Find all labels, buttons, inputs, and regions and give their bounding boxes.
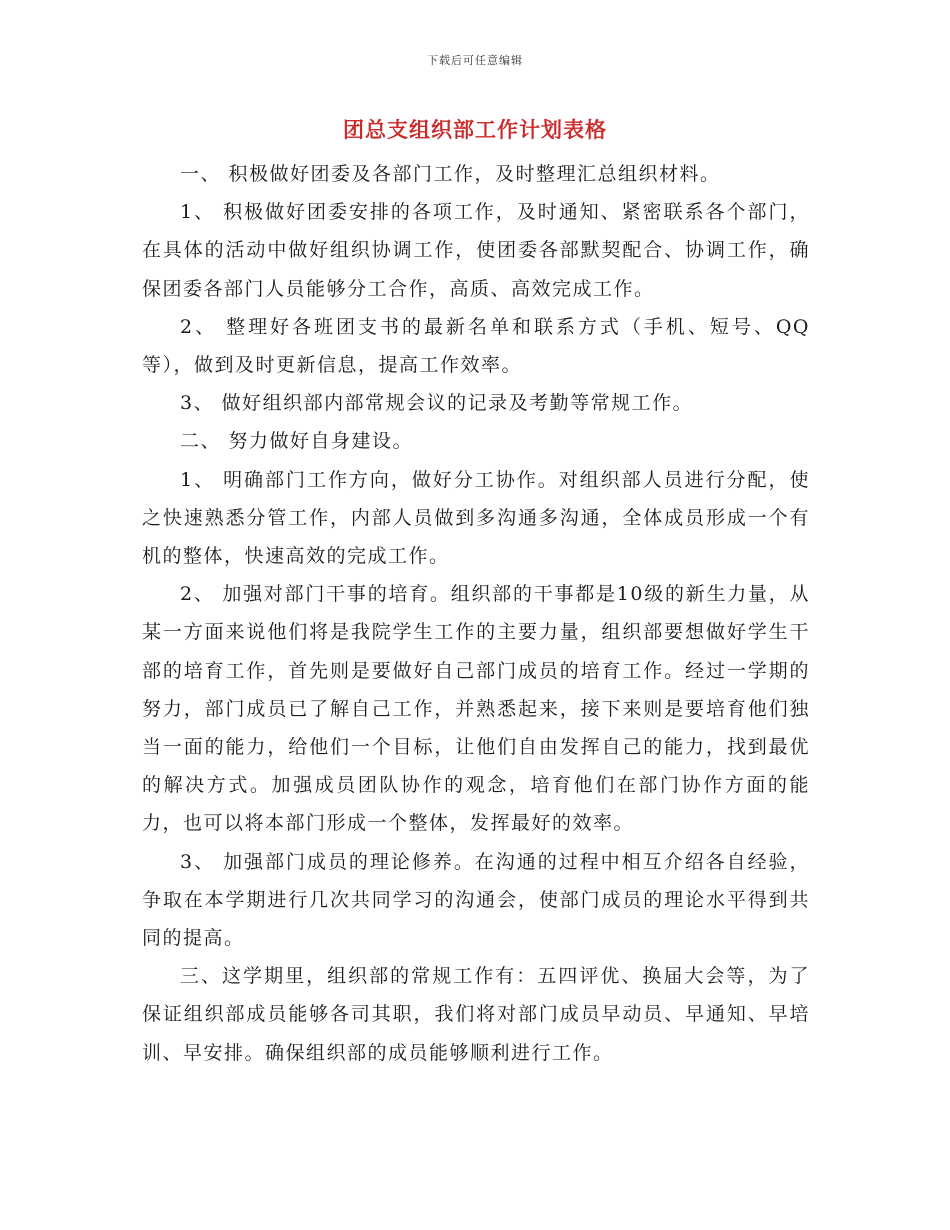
paragraph-2-3: 3、 加强部门成员的理论修养。在沟通的过程中相互介绍各自经验，争取在本学期进行几次共同学习的沟通会，使部门成员的理论水平得到共同的提高。 xyxy=(142,850,810,950)
section-heading-2: 二、 努力做好自身建设。 xyxy=(180,430,414,453)
paragraph-2-2: 2、 加强对部门干事的培育。组织部的干事都是10级的新生力量，从某一方面来说他们将是我院学生工作的主要力量，组织部要想做好学生干部的培育工作，首先则是要做好自己部门成员的培育工作。经过一学期的努力，部门成员已了解自己工作，并熟悉起来，接下来则是要培育他们独当一面的能力，给他们一个目标，让他们自由发挥自己的能力，找到最优的解决方式。加强成员团队协作的观念，培育他们在部门协作方面的能力，也可以将本部门形成一个整体，发挥最好的效率。 xyxy=(142,583,810,835)
header-note: 下载后可任意编辑 xyxy=(427,54,523,67)
paragraph-1-3: 3、 做好组织部内部常规会议的记录及考勤等常规工作。 xyxy=(180,392,694,415)
document-title: 团总支组织部工作计划表格 xyxy=(343,117,607,142)
paragraph-2-1: 1、 明确部门工作方向，做好分工协作。对组织部人员进行分配，使之快速熟悉分管工作，内部人员做到多沟通多沟通，全体成员形成一个有机的整体，快速高效的完成工作。 xyxy=(142,468,810,568)
document-body xyxy=(142,155,810,1072)
section-3: 三、这学期里，组织部的常规工作有：五四评优、换届大会等，为了保证组织部成员能够各司其职，我们将对部门成员早动员、早通知、早培训、早安排。确保组织部的成员能够顺利进行工作。 xyxy=(142,965,810,1064)
paragraph-1-2: 2、 整理好各班团支书的最新名单和联系方式（手机、短号、QQ等），做到及时更新信息，提高工作效率。 xyxy=(142,315,810,377)
paragraph-1-1: 1、 积极做好团委安排的各项工作，及时通知、紧密联系各个部门，在具体的活动中做好组织协调工作，使团委各部默契配合、协调工作，确保团委各部门人员能够分工合作，高质、高效完成工作。 xyxy=(142,201,810,300)
section-heading-1: 一、 积极做好团委及各部门工作，及时整理汇总组织材料。 xyxy=(180,163,721,185)
